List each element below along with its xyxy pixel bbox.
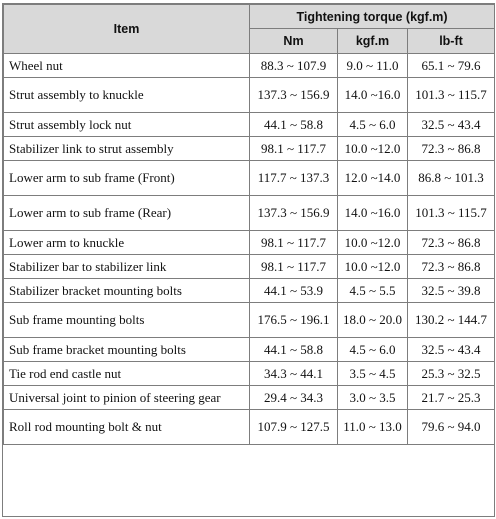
lbft-value-cell: 32.5 ~ 43.4 <box>408 113 495 137</box>
nm-value-cell: 98.1 ~ 117.7 <box>250 231 338 255</box>
table-row <box>4 338 495 362</box>
table-row <box>4 78 495 113</box>
lbft-value-cell: 130.2 ~ 144.7 <box>408 303 495 338</box>
table-row <box>4 303 495 338</box>
item-cell: Strut assembly lock nut <box>4 113 250 137</box>
lbft-value-cell: 32.5 ~ 39.8 <box>408 279 495 303</box>
item-cell: Lower arm to knuckle <box>4 231 250 255</box>
nm-value-cell: 137.3 ~ 156.9 <box>250 196 338 231</box>
item-cell: Lower arm to sub frame (Rear) <box>4 196 250 231</box>
lbft-value-cell: 79.6 ~ 94.0 <box>408 410 495 445</box>
table-row <box>4 137 495 161</box>
nm-value-cell: 137.3 ~ 156.9 <box>250 78 338 113</box>
table-body <box>4 54 495 445</box>
kgfm-value-cell: 3.5 ~ 4.5 <box>338 362 408 386</box>
nm-value-cell: 34.3 ~ 44.1 <box>250 362 338 386</box>
kgfm-value-cell: 10.0 ~12.0 <box>338 137 408 161</box>
kgfm-value-cell: 9.0 ~ 11.0 <box>338 54 408 78</box>
lbft-value-cell: 72.3 ~ 86.8 <box>408 137 495 161</box>
kgfm-value-cell: 10.0 ~12.0 <box>338 231 408 255</box>
item-cell: Stabilizer bar to stabilizer link <box>4 255 250 279</box>
nm-value-cell: 44.1 ~ 58.8 <box>250 338 338 362</box>
item-cell: Universal joint to pinion of steering gear <box>4 386 250 410</box>
lbft-value-cell: 32.5 ~ 43.4 <box>408 338 495 362</box>
lbft-value-cell: 65.1 ~ 79.6 <box>408 54 495 78</box>
nm-value-cell: 98.1 ~ 117.7 <box>250 255 338 279</box>
table-row <box>4 161 495 196</box>
kgfm-value-cell: 4.5 ~ 6.0 <box>338 338 408 362</box>
lbft-value-cell: 101.3 ~ 115.7 <box>408 196 495 231</box>
table-row <box>4 196 495 231</box>
lbft-value-cell: 86.8 ~ 101.3 <box>408 161 495 196</box>
nm-value-cell: 29.4 ~ 34.3 <box>250 386 338 410</box>
torque-group-header: Tightening torque (kgf.m) <box>250 5 495 29</box>
kgfm-value-cell: 14.0 ~16.0 <box>338 78 408 113</box>
item-cell: Strut assembly to knuckle <box>4 78 250 113</box>
kgfm-value-cell: 4.5 ~ 5.5 <box>338 279 408 303</box>
kgfm-column-header: kgf.m <box>338 29 408 54</box>
table-row <box>4 54 495 78</box>
nm-value-cell: 107.9 ~ 127.5 <box>250 410 338 445</box>
kgfm-value-cell: 14.0 ~16.0 <box>338 196 408 231</box>
nm-value-cell: 88.3 ~ 107.9 <box>250 54 338 78</box>
nm-value-cell: 176.5 ~ 196.1 <box>250 303 338 338</box>
lbft-value-cell: 72.3 ~ 86.8 <box>408 255 495 279</box>
torque-spec-table <box>3 4 495 445</box>
nm-column-header: Nm <box>250 29 338 54</box>
item-cell: Stabilizer link to strut assembly <box>4 137 250 161</box>
kgfm-value-cell: 11.0 ~ 13.0 <box>338 410 408 445</box>
lbft-value-cell: 25.3 ~ 32.5 <box>408 362 495 386</box>
nm-value-cell: 44.1 ~ 58.8 <box>250 113 338 137</box>
lbft-value-cell: 21.7 ~ 25.3 <box>408 386 495 410</box>
lbft-value-cell: 101.3 ~ 115.7 <box>408 78 495 113</box>
item-cell: Stabilizer bracket mounting bolts <box>4 279 250 303</box>
table-row <box>4 386 495 410</box>
nm-value-cell: 44.1 ~ 53.9 <box>250 279 338 303</box>
kgfm-value-cell: 18.0 ~ 20.0 <box>338 303 408 338</box>
nm-value-cell: 117.7 ~ 137.3 <box>250 161 338 196</box>
table-row <box>4 279 495 303</box>
table-row <box>4 410 495 445</box>
table-header-row-1 <box>4 5 495 29</box>
kgfm-value-cell: 10.0 ~12.0 <box>338 255 408 279</box>
nm-value-cell: 98.1 ~ 117.7 <box>250 137 338 161</box>
item-cell: Sub frame mounting bolts <box>4 303 250 338</box>
item-cell: Roll rod mounting bolt & nut <box>4 410 250 445</box>
kgfm-value-cell: 4.5 ~ 6.0 <box>338 113 408 137</box>
table-row <box>4 113 495 137</box>
lbft-column-header: lb-ft <box>408 29 495 54</box>
item-cell: Tie rod end castle nut <box>4 362 250 386</box>
table-row <box>4 231 495 255</box>
kgfm-value-cell: 3.0 ~ 3.5 <box>338 386 408 410</box>
kgfm-value-cell: 12.0 ~14.0 <box>338 161 408 196</box>
item-column-header: Item <box>4 5 250 54</box>
lbft-value-cell: 72.3 ~ 86.8 <box>408 231 495 255</box>
item-cell: Sub frame bracket mounting bolts <box>4 338 250 362</box>
table-row <box>4 362 495 386</box>
item-cell: Wheel nut <box>4 54 250 78</box>
item-cell: Lower arm to sub frame (Front) <box>4 161 250 196</box>
table-row <box>4 255 495 279</box>
